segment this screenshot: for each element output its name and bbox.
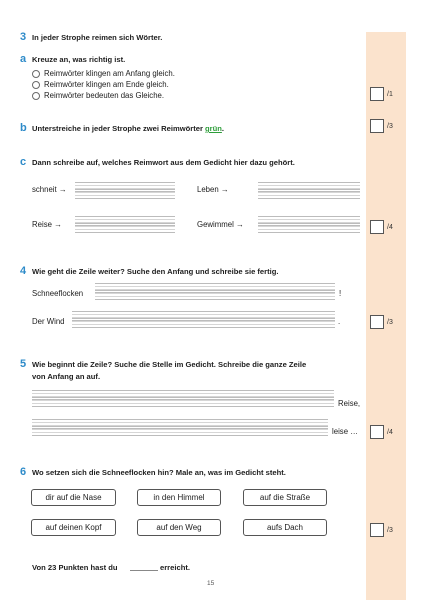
total-points-line[interactable]	[130, 570, 158, 571]
score-box-3b[interactable]	[370, 119, 384, 133]
writing-line-4-1b[interactable]	[95, 290, 335, 300]
answer-option-dach[interactable]: aufs Dach	[243, 519, 327, 536]
writing-line-gewimmel-2[interactable]	[258, 223, 360, 233]
total-text-end: erreicht.	[160, 563, 190, 572]
score-label-3a: /1	[387, 91, 393, 98]
writing-line-5-1b[interactable]	[32, 397, 334, 407]
rhyme-word-leben: Leben →	[197, 185, 229, 194]
answer-option-kopf[interactable]: auf deinen Kopf	[31, 519, 116, 536]
exercise-3c-letter: c	[20, 156, 27, 168]
score-label-4: /3	[387, 319, 393, 326]
score-label-5: /4	[387, 429, 393, 436]
exercise-3b-instruction	[32, 124, 224, 133]
score-box-5[interactable]	[370, 425, 384, 439]
rhyme-word-gewimmel: Gewimmel →	[197, 220, 244, 229]
writing-line-4-2b[interactable]	[72, 318, 335, 328]
exercise-4-title: Wie geht die Zeile weiter? Suche den Anfang und schreibe sie fertig.	[32, 267, 279, 276]
option-radio-2[interactable]	[32, 81, 40, 89]
option-radio-3[interactable]	[32, 92, 40, 100]
answer-option-nase[interactable]: dir auf die Nase	[31, 489, 116, 506]
score-box-3a[interactable]	[370, 87, 384, 101]
score-box-4[interactable]	[370, 315, 384, 329]
score-label-6: /3	[387, 527, 393, 534]
writing-line-reise-2[interactable]	[75, 223, 175, 233]
line-end-reise: Reise,	[338, 399, 361, 408]
instruction-end: .	[221, 124, 225, 133]
score-label-3b: /3	[387, 123, 393, 130]
exercise-5-title-line1: Wie beginnt die Zeile? Suche die Stelle im Gedicht. Schreibe die ganze Zeile	[32, 360, 307, 369]
line-end-period: .	[338, 317, 341, 326]
answer-option-strasse[interactable]: auf die Straße	[243, 489, 327, 506]
line-start-schneeflocken: Schneeflocken	[32, 289, 84, 298]
exercise-3-title: In jeder Strophe reimen sich Wörter.	[32, 33, 163, 42]
exercise-5-number: 5	[20, 358, 27, 370]
rhyme-word-reise: Reise →	[32, 220, 62, 229]
total-text-start: Von 23 Punkten hast du	[32, 563, 118, 572]
rhyme-word-schneit: schneit →	[32, 185, 67, 194]
exercise-3b-letter: b	[20, 122, 27, 134]
exercise-3a-letter: a	[20, 53, 27, 65]
exercise-5-title-line2: von Anfang an auf.	[32, 372, 101, 381]
line-end-exclaim: !	[339, 289, 342, 298]
score-box-6[interactable]	[370, 523, 384, 537]
exercise-6-title: Wo setzen sich die Schneeflocken hin? Male an, was im Gedicht steht.	[32, 468, 286, 477]
instruction-text: Unterstreiche in jeder Strophe zwei Reimwörter	[32, 124, 203, 133]
writing-line-leben-2[interactable]	[258, 189, 360, 199]
page-number: 15	[207, 580, 215, 587]
writing-line-schneit-2[interactable]	[75, 189, 175, 199]
line-end-leise: leise …	[332, 427, 358, 436]
exercise-3a-instruction: Kreuze an, was richtig ist.	[32, 55, 126, 64]
writing-line-5-2b[interactable]	[32, 426, 328, 436]
option-label-3: Reimwörter bedeuten das Gleiche.	[44, 91, 165, 100]
exercise-3-number: 3	[20, 31, 27, 43]
green-word: grün	[205, 124, 222, 133]
exercise-6-number: 6	[20, 466, 27, 478]
option-radio-1[interactable]	[32, 70, 40, 78]
score-label-3c: /4	[387, 224, 393, 231]
answer-option-weg[interactable]: auf den Weg	[137, 519, 221, 536]
exercise-3c-instruction: Dann schreibe auf, welches Reimwort aus dem Gedicht hier dazu gehört.	[32, 158, 295, 167]
answer-option-himmel[interactable]: in den Himmel	[137, 489, 221, 506]
option-label-1: Reimwörter klingen am Anfang gleich.	[44, 69, 175, 78]
option-label-2: Reimwörter klingen am Ende gleich.	[44, 80, 169, 89]
exercise-4-number: 4	[20, 265, 27, 277]
score-box-3c[interactable]	[370, 220, 384, 234]
line-start-der-wind: Der Wind	[32, 317, 65, 326]
